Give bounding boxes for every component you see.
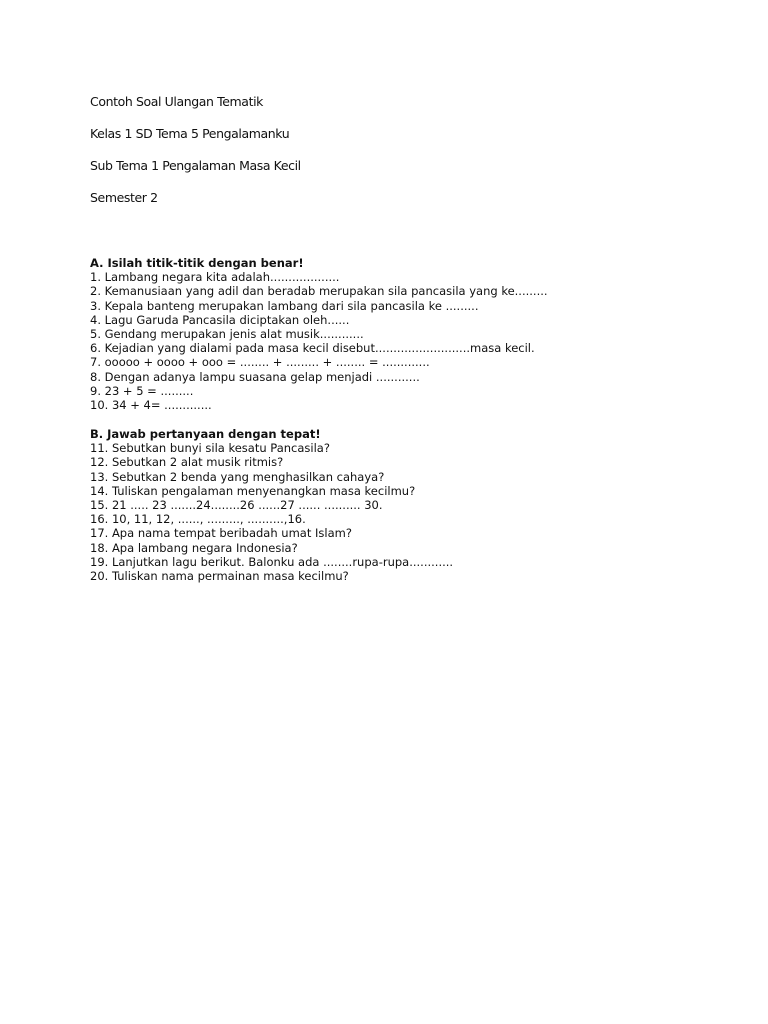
section-a-questions	[90, 270, 548, 412]
section-a	[90, 256, 548, 412]
question-item: 16. 10, 11, 12, ......, ........., ..........,16.	[90, 512, 306, 527]
section-b	[90, 427, 453, 583]
question-item: 3. Kepala banteng merupakan lambang dari sila pancasila ke .........	[90, 298, 479, 313]
question-item: 1. Lambang negara kita adalah...................	[90, 270, 340, 285]
question-item: 19. Lanjutkan lagu berikut. Balonku ada ........rupa-rupa............	[90, 554, 454, 569]
question-item: 17. Apa nama tempat beribadah umat Islam?	[90, 526, 352, 541]
question-item: 6. Kejadian yang dialami pada masa kecil disebut..........................masa kecil.	[90, 341, 535, 356]
question-item: 2. Kemanusiaan yang adil dan beradab merupakan sila pancasila yang ke.........	[90, 284, 548, 299]
section-a-title: A. Isilah titik-titik dengan benar!	[90, 256, 304, 270]
question-item: 10. 34 + 4= .............	[90, 398, 212, 413]
question-item: 9. 23 + 5 = .........	[90, 383, 194, 398]
document-title: Contoh Soal Ulangan Tematik	[90, 94, 263, 109]
document-header	[90, 94, 301, 222]
question-item: 4. Lagu Garuda Pancasila diciptakan oleh......	[90, 312, 350, 327]
section-b-questions	[90, 441, 453, 583]
question-item: 8. Dengan adanya lampu suasana gelap menjadi ............	[90, 369, 420, 384]
section-b-title: B. Jawab pertanyaan dengan tepat!	[90, 427, 321, 441]
class-theme-line: Kelas 1 SD Tema 5 Pengalamanku	[90, 126, 290, 141]
semester-line: Semester 2	[90, 190, 158, 205]
question-item: 13. Sebutkan 2 benda yang menghasilkan cahaya?	[90, 469, 385, 484]
subtheme-line: Sub Tema 1 Pengalaman Masa Kecil	[90, 158, 301, 173]
question-item: 15. 21 ..... 23 .......24........26 ......27 ...... .......... 30.	[90, 498, 383, 513]
question-item: 14. Tuliskan pengalaman menyenangkan masa kecilmu?	[90, 483, 416, 498]
question-item: 7. ooooo + oooo + ooo = ........ + ......... + ........ = .............	[90, 355, 430, 370]
question-item: 5. Gendang merupakan jenis alat musik............	[90, 327, 364, 342]
question-item: 11. Sebutkan bunyi sila kesatu Pancasila?	[90, 441, 330, 456]
question-item: 20. Tuliskan nama permainan masa kecilmu?	[90, 569, 349, 584]
question-item: 18. Apa lambang negara Indonesia?	[90, 540, 298, 555]
question-item: 12. Sebutkan 2 alat musik ritmis?	[90, 455, 284, 470]
